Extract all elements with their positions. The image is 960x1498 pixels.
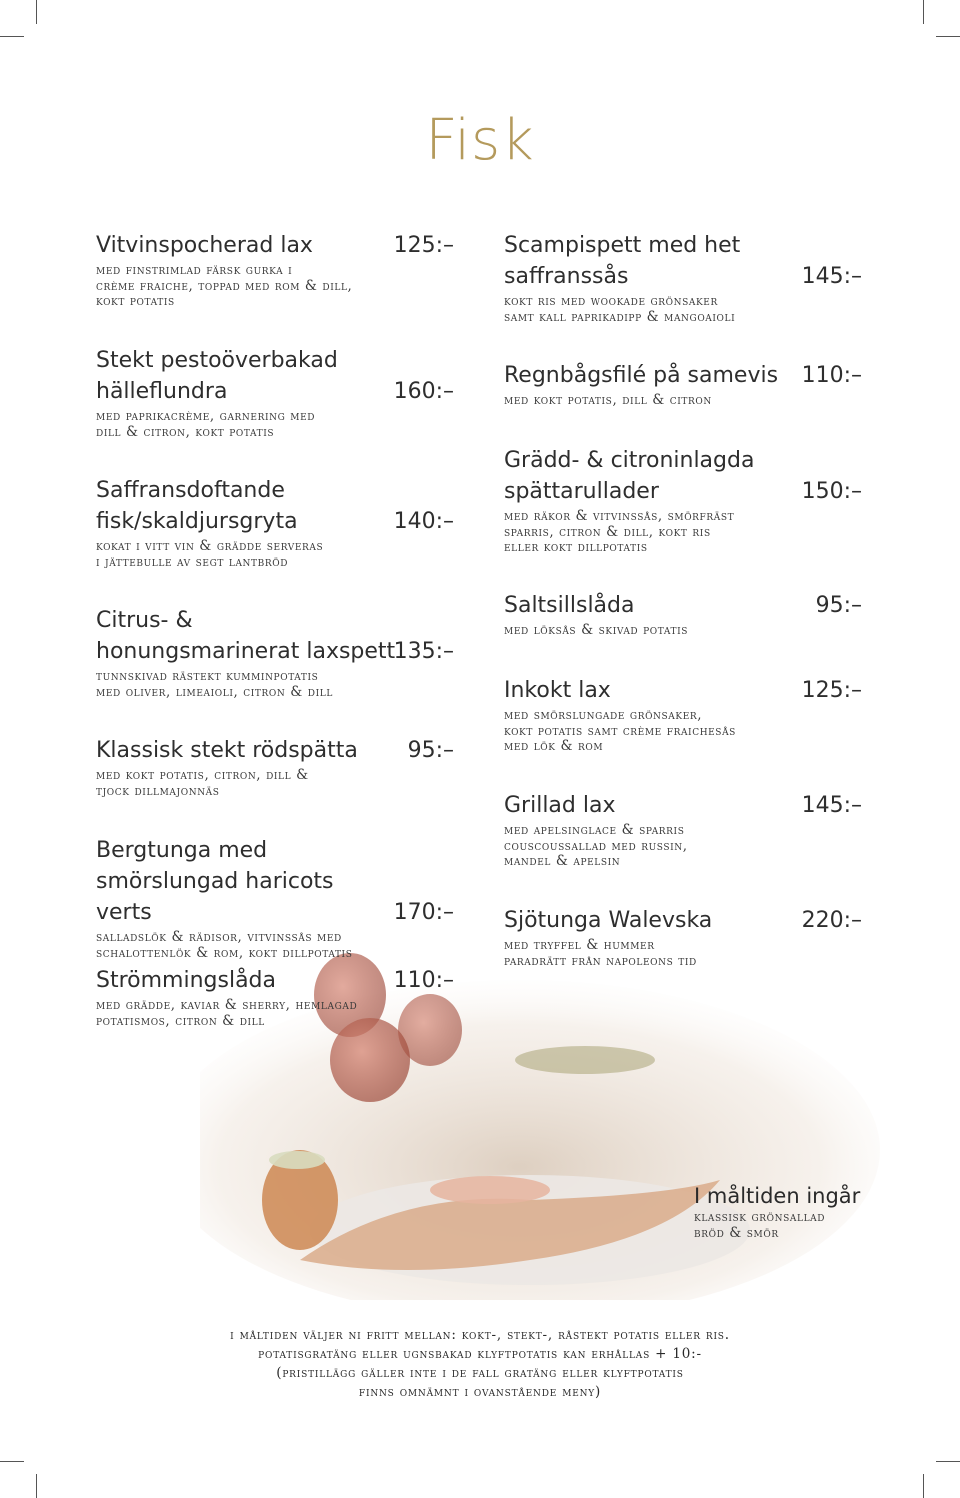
menu-item-description: kokt potatis bbox=[96, 293, 175, 309]
menu-item-header bbox=[96, 965, 466, 996]
menu-item-description: dill & citron, kokt potatis bbox=[96, 423, 275, 440]
menu-item-price: 170:– bbox=[393, 900, 454, 925]
menu-item-header bbox=[504, 790, 874, 821]
menu-item bbox=[504, 905, 874, 969]
menu-item-description: schalottenlök & rom, kokt dillpotatis bbox=[96, 944, 353, 961]
menu-item bbox=[96, 230, 466, 310]
menu-item-price: 110:– bbox=[393, 968, 454, 993]
menu-item-description: samt kall paprikadipp & mangoaioli bbox=[504, 308, 736, 325]
menu-item-header bbox=[504, 230, 874, 292]
menu-item-name: Sjötunga Walevska bbox=[504, 908, 713, 933]
menu-item-header bbox=[504, 360, 874, 391]
menu-item-description: med löksås & skivad potatis bbox=[504, 622, 689, 638]
menu-item-name: Saffransdoftande fisk/skaldjursgryta bbox=[96, 478, 298, 534]
menu-item bbox=[504, 790, 874, 870]
menu-item-description: med räkor & vitvinssås, smörfräst bbox=[504, 508, 735, 524]
menu-item-price: 145:– bbox=[801, 793, 862, 818]
footer-line: potatisgratäng eller ugnsbakad klyftpotatis kan erhållas + 10:- bbox=[258, 1346, 702, 1362]
footer-line: i måltiden väljer ni fritt mellan: kokt-, stekt-, råstekt potatis eller ris. bbox=[230, 1327, 730, 1343]
menu-item-price: 150:– bbox=[801, 479, 862, 504]
menu-item-description: kokt potatis samt crème fraichesås bbox=[504, 722, 736, 739]
menu-item-description: crème fraiche, toppad med rom & dill, bbox=[96, 277, 353, 294]
menu-item bbox=[504, 590, 874, 639]
menu-item-description: tjock dillmajonnäs bbox=[96, 782, 220, 799]
menu-item bbox=[96, 475, 466, 570]
menu-item-description: med tryffel & hummer bbox=[504, 937, 655, 953]
menu-item-name: Scampispett med het saffranssås bbox=[504, 233, 741, 289]
menu-item-header bbox=[96, 605, 466, 667]
menu-item-description: med finstrimlad färsk gurka i bbox=[96, 262, 293, 278]
menu-item bbox=[96, 965, 466, 1029]
menu-item-description: eller kokt dillpotatis bbox=[504, 539, 648, 555]
menu-item-header bbox=[96, 835, 466, 928]
menu-item-header bbox=[96, 475, 466, 537]
crop-mark bbox=[923, 0, 924, 24]
menu-item-description: sparris, citron & dill, kokt ris bbox=[504, 523, 711, 540]
menu-item-header bbox=[504, 445, 874, 507]
crop-mark bbox=[923, 1474, 924, 1498]
page-title: Fisk bbox=[425, 108, 535, 173]
crop-mark bbox=[36, 1474, 37, 1498]
menu-item-price: 125:– bbox=[393, 233, 454, 258]
menu-item bbox=[96, 345, 466, 440]
menu-item-name: Saltsillslåda bbox=[504, 593, 635, 618]
menu-item-price: 160:– bbox=[393, 379, 454, 404]
menu-item-description: paradrätt från napoleons tid bbox=[504, 952, 697, 969]
menu-item-name: Grillad lax bbox=[504, 793, 616, 818]
menu-item-price: 135:– bbox=[393, 639, 454, 664]
menu-item-header bbox=[504, 675, 874, 706]
menu-item-description: med oliver, limeaioli, citron & dill bbox=[96, 683, 333, 700]
menu-item-header bbox=[96, 345, 466, 407]
menu-item-name: Inkokt lax bbox=[504, 678, 611, 703]
footer-line: finns omnämnt i ovanstående meny) bbox=[358, 1384, 602, 1400]
menu-item bbox=[504, 360, 874, 409]
crop-mark bbox=[936, 1461, 960, 1462]
menu-item-description: med apelsinglace & sparris bbox=[504, 822, 685, 838]
menu-item-header bbox=[504, 905, 874, 936]
menu-item bbox=[96, 835, 466, 961]
menu-item-price: 145:– bbox=[801, 264, 862, 289]
menu-item-name: Regnbågsfilé på samevis bbox=[504, 363, 779, 388]
menu-item-price: 125:– bbox=[801, 678, 862, 703]
footer-line: (pristillägg gäller inte i de fall gratäng eller klyftpotatis bbox=[276, 1365, 684, 1381]
menu-item-name: Strömmingslåda bbox=[96, 968, 276, 993]
menu-item bbox=[96, 605, 466, 700]
menu-item-name: Citrus- & honungsmarinerat laxspett bbox=[96, 608, 396, 664]
footer-note bbox=[0, 1326, 960, 1402]
menu-item-price: 95:– bbox=[815, 593, 862, 618]
menu-item-name: Klassisk stekt rödspätta bbox=[96, 738, 358, 763]
menu-item-description: mandel & apelsin bbox=[504, 853, 621, 869]
menu-item-name: Bergtunga med smörslungad haricots verts bbox=[96, 838, 334, 925]
crop-mark bbox=[0, 36, 24, 37]
menu-item-header bbox=[96, 230, 466, 261]
menu-item-description: i jättebulle av segt lantbröd bbox=[96, 553, 289, 570]
menu-item-description: tunnskivad rästekt kumminpotatis bbox=[96, 668, 319, 684]
included-section bbox=[694, 1182, 860, 1241]
menu-item-description: med paprikacrème, garnering med bbox=[96, 408, 316, 424]
menu-item-header bbox=[96, 735, 466, 766]
menu-item-description: couscoussallad med russin, bbox=[504, 837, 688, 854]
menu-item-description: potatismos, citron & dill bbox=[96, 1012, 265, 1029]
menu-item-price: 95:– bbox=[407, 738, 454, 763]
menu-item bbox=[504, 675, 874, 755]
menu-item bbox=[504, 230, 874, 325]
menu-item-description: med grädde, kaviar & sherry, hemlagad bbox=[96, 997, 358, 1013]
menu-item-description: med smörslungade grönsaker, bbox=[504, 707, 703, 723]
menu-item-price: 110:– bbox=[801, 363, 862, 388]
menu-item-description: kokat i vitt vin & grädde serveras bbox=[96, 538, 324, 554]
menu-item-description: med lök & rom bbox=[504, 738, 604, 754]
crop-mark bbox=[0, 1461, 24, 1462]
menu-item-price: 220:– bbox=[801, 908, 862, 933]
menu-item bbox=[504, 445, 874, 556]
menu-item-price: 140:– bbox=[393, 509, 454, 534]
menu-item bbox=[96, 735, 466, 799]
crop-mark bbox=[936, 36, 960, 37]
included-line: klassisk grönsallad bbox=[694, 1209, 826, 1225]
menu-item-name: Stekt pestoöverbakad hälleflundra bbox=[96, 348, 338, 404]
included-line: bröd & smör bbox=[694, 1224, 779, 1241]
menu-item-description: kokt ris med wookade grönsaker bbox=[504, 293, 718, 309]
menu-item-description: med kokt potatis, citron, dill & bbox=[96, 767, 309, 783]
menu-item-name: Grädd- & citroninlagda spättarullader bbox=[504, 448, 755, 504]
menu-item-header bbox=[504, 590, 874, 621]
menu-item-description: salladslök & rädisor, vitvinssås med bbox=[96, 929, 342, 945]
included-heading: I måltiden ingår bbox=[694, 1184, 861, 1208]
crop-mark bbox=[36, 0, 37, 24]
menu-item-name: Vitvinspocherad lax bbox=[96, 233, 313, 258]
menu-item-description: med kokt potatis, dill & citron bbox=[504, 392, 712, 408]
